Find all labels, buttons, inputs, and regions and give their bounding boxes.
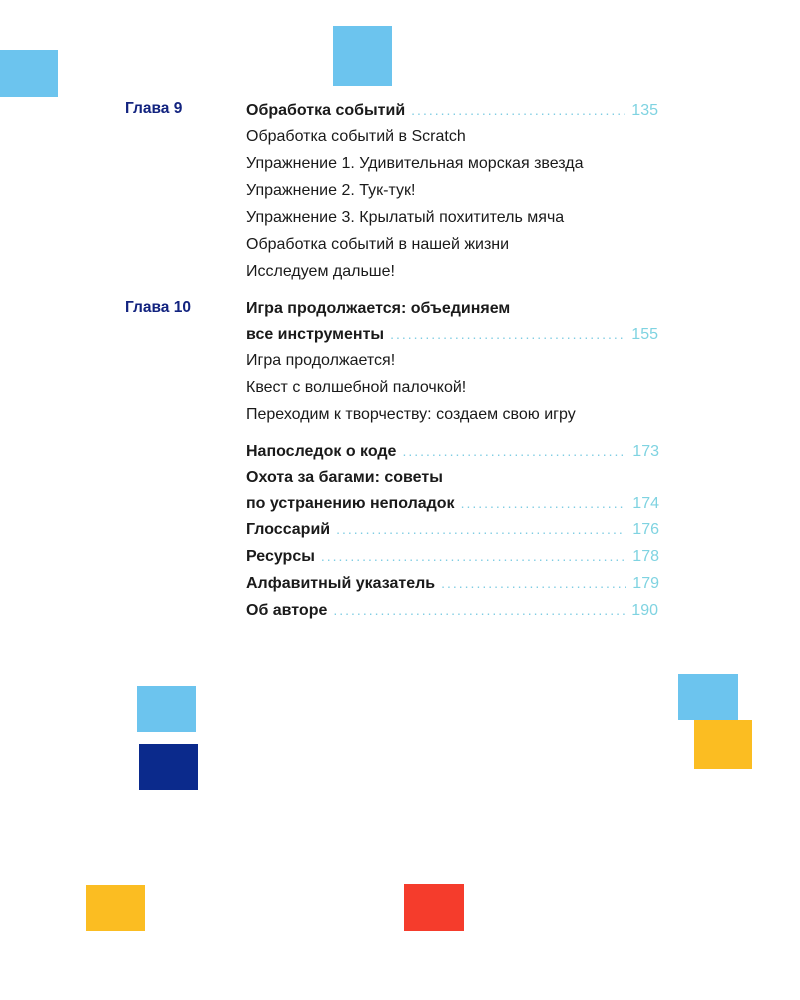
- entry-title: Об авторе: [246, 602, 328, 619]
- toc-entry-title-line1[interactable]: Игра продолжается: объединяем: [246, 300, 511, 317]
- toc-subitem[interactable]: Упражнение 3. Крылатый похититель мяча: [246, 209, 565, 226]
- toc-subitem[interactable]: Упражнение 2. Тук-тук!: [246, 182, 416, 199]
- decor-square-navy: [139, 744, 198, 790]
- toc-entry-chapter-9[interactable]: [246, 100, 658, 121]
- toc-entry-resources[interactable]: [246, 546, 659, 567]
- toc-subitem[interactable]: Упражнение 1. Удивительная морская звезда: [246, 155, 584, 172]
- toc-subitem[interactable]: Обработка событий в нашей жизни: [246, 236, 510, 253]
- toc-subitem[interactable]: Игра продолжается!: [246, 352, 396, 369]
- decor-square-light-blue: [333, 26, 392, 86]
- decor-square-light-blue: [678, 674, 738, 720]
- decor-square-red: [404, 884, 464, 931]
- dot-leader: [461, 493, 627, 513]
- entry-title: Обработка событий: [246, 102, 406, 119]
- toc-entry-chapter-10[interactable]: [246, 324, 658, 345]
- dot-leader: [402, 441, 626, 461]
- page-number: 176: [632, 521, 659, 538]
- entry-title: все инструменты: [246, 326, 385, 343]
- entry-title: Алфавитный указатель: [246, 575, 436, 592]
- dot-leader: [333, 600, 625, 620]
- chapter-9-label: Глава 9: [125, 100, 183, 117]
- page-number: 179: [632, 575, 659, 592]
- entry-title: Ресурсы: [246, 548, 315, 565]
- toc-subitem[interactable]: Исследуем дальше!: [246, 263, 395, 280]
- decor-square-light-blue: [0, 50, 58, 97]
- dot-leader: [390, 324, 625, 344]
- decor-square-yellow: [86, 885, 145, 931]
- entry-title: по устранению неполадок: [246, 495, 455, 512]
- page-number: 173: [632, 443, 659, 460]
- toc-entry-title-line1[interactable]: Охота за багами: советы: [246, 469, 443, 486]
- toc-entry-glossary[interactable]: [246, 519, 659, 540]
- dot-leader: [336, 519, 626, 539]
- decor-square-light-blue: [137, 686, 196, 732]
- dot-leader: [321, 546, 626, 566]
- page-number: 178: [632, 548, 659, 565]
- dot-leader: [441, 573, 626, 593]
- page-number: 190: [631, 602, 658, 619]
- toc-entry-about-author[interactable]: [246, 600, 658, 621]
- decor-square-yellow: [694, 720, 752, 769]
- page-number: 174: [632, 495, 659, 512]
- toc-subitem[interactable]: Обработка событий в Scratch: [246, 128, 466, 145]
- toc-entry-troubleshooting[interactable]: [246, 493, 659, 514]
- entry-title: Напоследок о коде: [246, 443, 397, 460]
- page-number: 155: [631, 326, 658, 343]
- entry-title: Глоссарий: [246, 521, 331, 538]
- toc-subitem[interactable]: Квест с волшебной палочкой!: [246, 379, 467, 396]
- toc-subitem[interactable]: Переходим к творчеству: создаем свою игру: [246, 406, 576, 423]
- toc-entry-index[interactable]: [246, 573, 659, 594]
- chapter-10-label: Глава 10: [125, 299, 191, 316]
- page-number: 135: [631, 102, 658, 119]
- dot-leader: [411, 100, 625, 120]
- toc-entry-afterword[interactable]: [246, 441, 659, 462]
